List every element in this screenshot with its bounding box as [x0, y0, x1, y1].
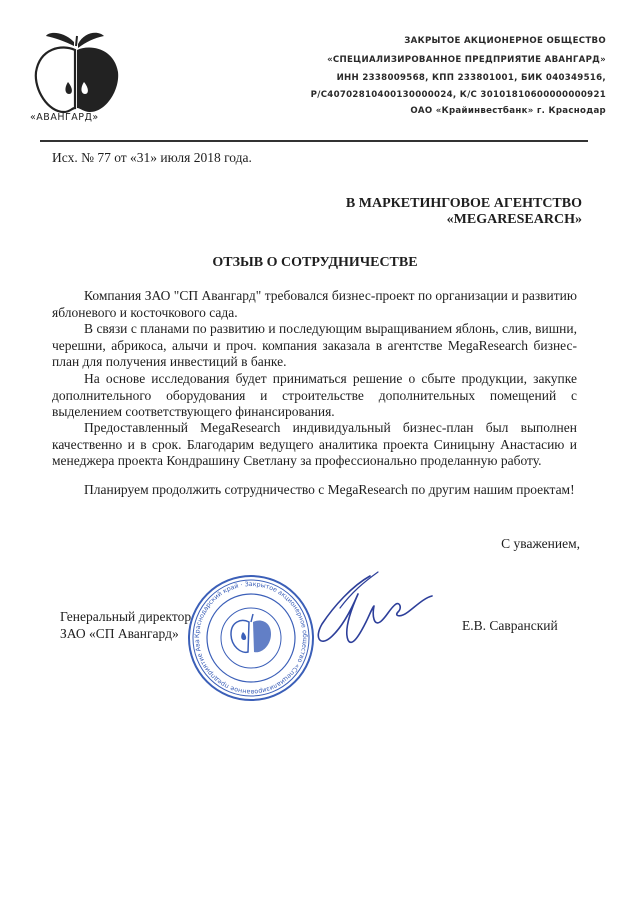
letterhead-line-5: ОАО «Крайинвестбанк» г. Краснодар: [410, 106, 606, 116]
company-stamp: [185, 572, 317, 704]
company-logo: [22, 28, 132, 128]
addressee-line-1: В МАРКЕТИНГОВОЕ АГЕНТСТВО: [345, 196, 582, 211]
letterhead-line-1: ЗАКРЫТОЕ АКЦИОНЕРНОЕ ОБЩЕСТВО: [404, 36, 606, 46]
stamp-outer-text: Краснодарский край · Закрытое акционерное общество «Специализированное предприятие Ава: [193, 580, 309, 696]
letterhead-line-3: ИНН 2338009568, КПП 233801001, БИК 040349516,: [336, 73, 606, 83]
letter-title: ОТЗЫВ О СОТРУДНИЧЕСТВЕ: [212, 255, 418, 270]
paragraph-5: Планируем продолжить сотрудничество с MegaResearch по другим нашим проектам!: [84, 482, 575, 497]
signature-icon: [300, 568, 440, 658]
letterhead-line-4: Р/С40702810400130000024, К/С 30101810600000000921: [310, 90, 606, 100]
logo-text: «АВАНГАРД»: [30, 112, 99, 123]
addressee-line-2: «MEGARESEARCH»: [446, 212, 582, 227]
paragraph-1: Компания ЗАО "СП Авангард" требовался бизнес-проект по организации и развитию яблоневого и косточкового сада.: [52, 288, 577, 320]
apple-logo-icon: [22, 28, 132, 118]
outgoing-reference: Исх. № 77 от «31» июля 2018 года.: [52, 150, 252, 165]
handwritten-signature: [300, 568, 440, 658]
paragraph-3: На основе исследования будет приниматься решение о сбыте продукции, закупке дополнительного оборудования и строительстве дополнительных помещений с выделением соответствующего финансирования.: [52, 371, 577, 419]
signatory-position-2: ЗАО «СП Авангард»: [60, 626, 179, 641]
letterhead-line-2: «СПЕЦИАЛИЗИРОВАННОЕ ПРЕДПРИЯТИЕ АВАНГАРД»: [327, 55, 606, 65]
closing-text: С уважением,: [501, 536, 580, 551]
paragraph-2: В связи с планами по развитию и последующим выращиванием яблонь, слив, вишни, черешни, абрикоса, алычи и проч. компания заказала в агентстве MegaResearch бизнес-план для получения инвестиций в банке.: [52, 321, 577, 369]
signatory-name: Е.В. Савранский: [462, 618, 558, 633]
header-divider: [40, 140, 588, 142]
stamp-seal-icon: [185, 572, 317, 704]
paragraph-4: Предоставленный MegaResearch индивидуальный бизнес-план был выполнен качественно и в срок. Благодарим ведущего аналитика проекта Синицыну Анастасию и менеджера проекта Кондрашину Светлану за профессионально проделанную работу.: [52, 420, 577, 468]
signatory-position-1: Генеральный директор: [60, 609, 192, 624]
